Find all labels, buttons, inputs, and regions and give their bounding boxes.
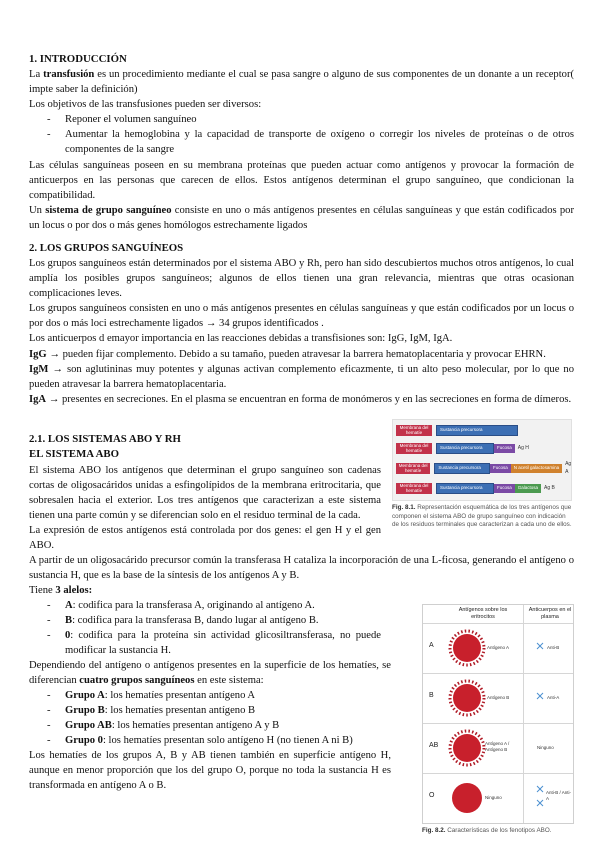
red-cell-o bbox=[452, 783, 482, 813]
paragraph: Dependiendo del antígeno o antígenos presentes en la superficie de los hematíes, se diferencian cuatro grupos sanguíneos en este sistema: bbox=[29, 660, 391, 687]
group-label: A bbox=[429, 642, 434, 649]
section-title: 2. LOS GRUPOS SANGUÍNEOS bbox=[29, 242, 184, 254]
antigen-tag: Ag A bbox=[565, 461, 572, 475]
antibody-icon bbox=[537, 643, 543, 806]
antigen-tag: Ag H bbox=[517, 444, 529, 451]
section-title: 2.1. LOS SISTEMAS ABO Y RH bbox=[29, 433, 181, 445]
paragraph-sistema: Un sistema de grupo sanguíneo consiste en uno o más antígenos presentes en células sanguíneas y que están codificados por un locus o por dos o más genes homólogos estrechamente ligados bbox=[29, 204, 574, 231]
membrane-label: Membrana del hematíe bbox=[396, 443, 432, 454]
paragraph-transfusion: La transfusión es un procedimiento mediante el cual se pasa sangre o alguno de sus componentes de un donante a un receptor( impte saber la definición) bbox=[29, 69, 574, 96]
antigen-label: Ninguno bbox=[485, 795, 502, 800]
chain-row bbox=[396, 482, 555, 495]
figure-8-1 bbox=[392, 419, 572, 530]
list-item: - Grupo AB: los hematíes presentan antígeno A y B bbox=[65, 718, 391, 733]
paragraph-iga: IgA → presentes en secreciones. En el plasma se encuentran en forma de monómeros y en las secreciones en forma de dímeros. bbox=[29, 393, 572, 405]
antibody-label: Anti-A bbox=[547, 695, 560, 700]
section-introduccion bbox=[29, 52, 574, 233]
figure-caption: Fig. 8.1. Representación esquemática de los tres antígenos que componen el sistema ABO de grupo sanguíneo con indicación de los residuos terminales que caracterizan a cada uno de ellos. bbox=[392, 504, 572, 528]
list-item: - Aumentar la hemoglobina y la capacidad de transporte de oxígeno o corregir los niveles de proteínas o de otros componentes de la sangre bbox=[65, 127, 574, 157]
column-header: Antígenos sobre los eritrocitos bbox=[458, 607, 508, 620]
paragraph: El sistema ABO los antígenos que determinan el grupo sanguíneo son cadenas cortas de oligosacáridos unidas a esfingolípidos de la membrana eritrocitaria, que sobresalen hacia el exterior. Los tres antígenos que caracterizan a este sistema tienen una parte común y se diferencian solo en el residuo terminal de la cada. bbox=[29, 464, 381, 521]
chain-row bbox=[396, 462, 575, 475]
figure-8-2 bbox=[422, 604, 574, 836]
paragraph-objetivos: Los objetivos de las transfusiones pueden ser diversos: bbox=[29, 99, 262, 111]
red-cell-a bbox=[450, 631, 484, 665]
chain-segment: N acetil galactosamina bbox=[511, 464, 562, 473]
list-item: - A: codifica para la transferasa A, originando al antígeno A. bbox=[65, 598, 381, 613]
paragraph: A partir de un oligosacárido precursor común la transferasa H cataliza la incorporación de una L-ficosa, generando el antígeno o sustancia H, que es la base de la síntesis de los antígenos A y B. bbox=[29, 554, 574, 581]
chain-segment: Fucosa bbox=[494, 444, 515, 453]
subsection-title: EL SISTEMA ABO bbox=[29, 448, 120, 461]
paragraph: La expresión de estos antígenos está controlada por dos genes: el gen H y el gen ABO. bbox=[29, 524, 381, 551]
chain-segment: Fucosa bbox=[494, 484, 515, 493]
alelos-list bbox=[29, 598, 381, 658]
antigen-tag: Ag B bbox=[544, 484, 555, 491]
membrane-label: Membrana del hematíe bbox=[396, 483, 432, 494]
antigen-diagram bbox=[392, 419, 572, 501]
list-item: - 0: codifica para la proteína sin actividad glicosiltransferasa, no puede modificar la sustancia H. bbox=[65, 628, 381, 658]
paragraph-antigenos: Las células sanguíneas poseen en su membrana proteínas que pueden actuar como antígenos y provocar la formación de anticuerpos en las personas que carecen de ellos. Estos antígenos determinan el grupo sanguíneo, que condicionan la compatibilidad. bbox=[29, 159, 574, 201]
red-cell-b bbox=[450, 681, 484, 715]
list-item: - Grupo 0: los hematíes presentan solo antígeno H (no tienen A ni B) bbox=[65, 733, 391, 748]
antigen-label: Antígeno A / Antígeno B bbox=[485, 741, 510, 753]
red-cell-ab bbox=[450, 731, 484, 765]
figure-caption: Fig. 8.2. Características de los fenotipos ABO. bbox=[422, 827, 552, 834]
antigen-label: Antígeno B bbox=[487, 695, 510, 700]
grupos-list bbox=[29, 688, 391, 748]
chain-segment: Fucosa bbox=[490, 464, 511, 473]
column-header: Anticuerpos en el plasma bbox=[528, 607, 572, 620]
section-title: 1. INTRODUCCIÓN bbox=[29, 53, 127, 65]
membrane-label: Membrana del hematíe bbox=[396, 463, 430, 474]
chain-segment: Sustancia precursora bbox=[434, 463, 490, 474]
list-item: - B: codifica para la transferasa B, dando lugar al antígeno B. bbox=[65, 613, 381, 628]
chain-segment: Galactosa bbox=[515, 484, 541, 493]
chain-row bbox=[396, 424, 518, 437]
paragraph: Los hematíes de los grupos A, B y AB tienen también en superficie antígeno H, aunque en menor proporción que los del grupo O, porque no toda la sustancia H es transformada en antígeno A o B. bbox=[29, 750, 391, 792]
antigen-label: Antígeno A bbox=[487, 645, 510, 650]
group-label: O bbox=[429, 792, 435, 799]
antibody-label: Anti-B bbox=[547, 645, 560, 650]
objetivos-list bbox=[29, 112, 574, 157]
chain-segment: Sustancia precursora bbox=[436, 425, 518, 436]
antibody-label: Anti-B / Anti-A bbox=[546, 790, 572, 802]
group-label: B bbox=[429, 692, 434, 699]
list-item: - Reponer el volumen sanguíneo bbox=[65, 112, 574, 127]
paragraph-igm: IgM → son aglutininas muy potentes y algunas activan complemento eficazmente, ti un alto peso molecular, por lo que no pueden atravesar la barrera hematoplacentaria. bbox=[29, 363, 574, 390]
membrane-label: Membrana del hematíe bbox=[396, 425, 432, 436]
paragraph: Los grupos sanguíneos consisten en uno o más antígenos presentes en células sanguíneas y que están codificados por un locus o por dos o más loci estrechamente ligados → 34 grupos identificados . bbox=[29, 303, 574, 330]
paragraph-igg: IgG → pueden fijar complemento. Debido a su tamaño, pueden atravesar la barrera hematoplacentaria y provocar EHRN. bbox=[29, 348, 546, 360]
paragraph: Los anticuerpos d emayor importancia en las reacciones debidas a transfisiones son: IgG, IgM, IgA. bbox=[29, 333, 453, 345]
group-label: AB bbox=[429, 742, 439, 749]
list-item: - Grupo A: los hematíes presentan antígeno A bbox=[65, 688, 391, 703]
paragraph-alelos: Tiene 3 alelos: bbox=[29, 584, 93, 596]
chain-segment: Sustancia precursora bbox=[436, 483, 494, 494]
chain-row bbox=[396, 442, 529, 455]
chain-segment: Sustancia precursora bbox=[436, 443, 494, 454]
antibody-label: Ninguno bbox=[537, 745, 554, 750]
abo-phenotype-table bbox=[422, 604, 574, 824]
list-item: - Grupo B: los hematíes presentan antígeno B bbox=[65, 703, 391, 718]
paragraph: Los grupos sanguíneos están determinados por el sistema ABO y Rh, pero han sido descubiertos muchos otros antígenos, lo cual amplía los posibles grupos sanguíneos; algunos de ellos tienen una gran relevancia, mientras que otras ocasionan complicaciones leves. bbox=[29, 258, 574, 300]
section-grupos bbox=[29, 241, 574, 407]
